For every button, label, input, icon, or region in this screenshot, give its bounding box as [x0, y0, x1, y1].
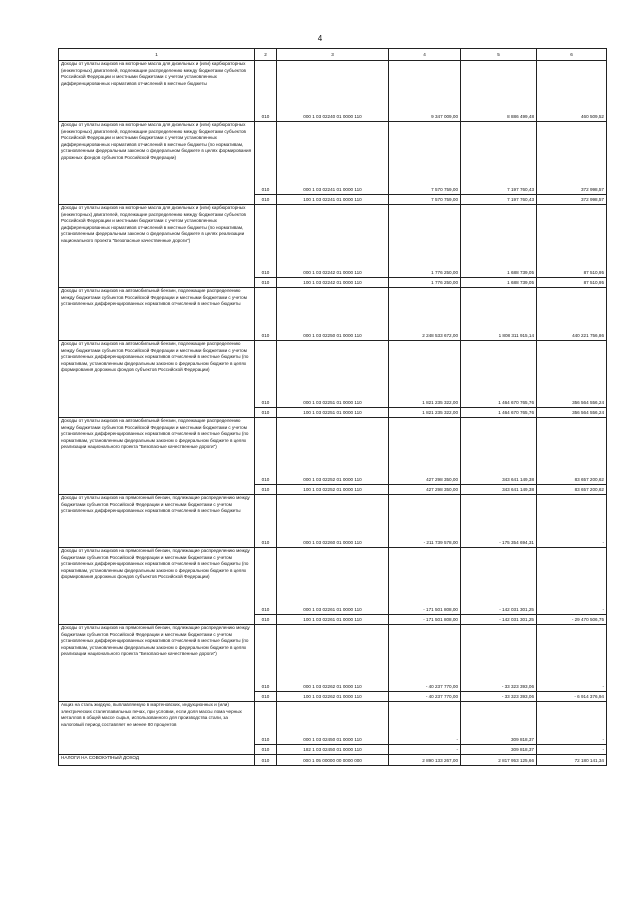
budget-classification-code: 182 1 03 02450 01 0000 110	[277, 745, 389, 755]
table-row	[59, 205, 607, 278]
approved-amount: 2 248 533 672,00	[389, 288, 461, 341]
unexecuted-amount: 83 657 200,62	[537, 418, 607, 485]
budget-classification-code: 000 1 03 02261 01 0000 110	[277, 548, 389, 615]
approved-amount: - 171 501 808,00	[389, 615, 461, 625]
column-header: 2	[255, 49, 277, 61]
approved-amount: -	[389, 745, 461, 755]
budget-classification-code: 000 1 05 00000 00 0000 000	[277, 755, 389, 766]
approved-amount: -	[389, 702, 461, 745]
column-header: 1	[59, 49, 255, 61]
approved-amount: 1 776 250,00	[389, 205, 461, 278]
row-description: Доходы от уплаты акцизов на прямогонный бензин, подлежащие распределению между бюджетами субъектов Российской Федерации и местными бюджетами с учетом установленных дифференцированных нормативов отчислений в местные бюджеты (по нормативам, установленным федеральным законом о федеральном бюджете в целях формирования дорожных фондов субъектов Российской Федерации)	[59, 548, 255, 625]
table-row	[59, 495, 607, 548]
line-code: 010	[255, 278, 277, 288]
line-code: 010	[255, 122, 277, 195]
approved-amount: - 40 237 770,00	[389, 692, 461, 702]
line-code: 010	[255, 418, 277, 485]
row-description: НАЛОГИ НА СОВОКУПНЫЙ ДОХОД	[59, 755, 255, 766]
budget-classification-code: 000 1 03 02252 01 0000 110	[277, 418, 389, 485]
unexecuted-amount: -	[537, 548, 607, 615]
budget-classification-code: 000 1 03 02260 01 0000 110	[277, 495, 389, 548]
row-description: Доходы от уплаты акцизов на прямогонный бензин, подлежащие распределению между бюджетами субъектов Российской Федерации и местными бюджетами с учетом установленных дифференцированных нормативов отчислений в местные бюджеты (по нормативам, установленным федеральным законом о федеральном бюджете в целях реализации национального проекта "Безопасные качественные дороги")	[59, 625, 255, 702]
unexecuted-amount: 87 510,95	[537, 278, 607, 288]
budget-classification-code: 000 1 03 02242 01 0000 110	[277, 205, 389, 278]
executed-amount: 343 641 149,38	[461, 485, 537, 495]
column-header: 4	[389, 49, 461, 61]
executed-amount: 1 464 670 765,76	[461, 341, 537, 408]
row-description: Доходы от уплаты акцизов на автомобильный бензин, подлежащие распределению между бюджетами субъектов Российской Федерации и местными бюджетами с учетом установленных дифференцированных нормативов отчислений в местные бюджеты (по нормативам, установленным федеральным законом о федеральном бюджете в целях формирования дорожных фондов субъектов Российской Федерации)	[59, 341, 255, 418]
line-code: 010	[255, 195, 277, 205]
executed-amount: - 33 323 393,06	[461, 692, 537, 702]
budget-classification-code: 000 1 03 02450 01 0000 110	[277, 702, 389, 745]
budget-classification-code: 100 1 03 02261 01 0000 110	[277, 615, 389, 625]
unexecuted-amount: -	[537, 745, 607, 755]
executed-amount: - 33 323 393,06	[461, 625, 537, 692]
line-code: 010	[255, 485, 277, 495]
page-number: 4	[317, 34, 323, 43]
unexecuted-amount: 72 180 141,34	[537, 755, 607, 766]
executed-amount: 309 818,37	[461, 745, 537, 755]
executed-amount: 343 641 149,38	[461, 418, 537, 485]
budget-classification-code: 000 1 03 02262 01 0000 110	[277, 625, 389, 692]
row-description: Доходы от уплаты акцизов на автомобильный бензин, подлежащие распределению между бюджетами субъектов Российской Федерации и местными бюджетами с учетом установленных дифференцированных нормативов отчислений в местные бюджеты (по нормативам, установленным федеральным законом о федеральном бюджете в целях реализации национального проекта "Безопасные качественные дороги")	[59, 418, 255, 495]
table-row	[59, 122, 607, 195]
budget-classification-code: 100 1 03 02252 01 0000 110	[277, 485, 389, 495]
unexecuted-amount: - 6 914 376,94	[537, 692, 607, 702]
table-row	[59, 341, 607, 408]
executed-amount: 7 197 760,43	[461, 195, 537, 205]
budget-classification-code: 000 1 03 02250 01 0000 110	[277, 288, 389, 341]
table-row	[59, 61, 607, 122]
budget-classification-code: 000 1 03 02240 01 0000 110	[277, 61, 389, 122]
row-description: Доходы от уплаты акцизов на моторные масла для дизельных и (или) карбюраторных (инжекторных) двигателей, подлежащие распределению между бюджетами субъектов Российской Федерации и местными бюджетами с учетом установленных дифференцированных нормативов отчислений в местные бюджеты	[59, 61, 255, 122]
executed-amount: 1 688 739,05	[461, 205, 537, 278]
approved-amount: 1 776 250,00	[389, 278, 461, 288]
unexecuted-amount: - 29 470 506,75	[537, 615, 607, 625]
line-code: 010	[255, 205, 277, 278]
line-code: 010	[255, 288, 277, 341]
line-code: 010	[255, 615, 277, 625]
executed-amount: 8 886 499,48	[461, 61, 537, 122]
approved-amount: 9 347 009,00	[389, 61, 461, 122]
table-row	[59, 288, 607, 341]
executed-amount: 1 808 311 915,14	[461, 288, 537, 341]
row-description: Доходы от уплаты акцизов на моторные масла для дизельных и (или) карбюраторных (инжекторных) двигателей, подлежащие распределению между бюджетами субъектов Российской Федерации и местными бюджетами с учетом установленных дифференцированных нормативов отчислений в местные бюджеты (по нормативам, установленным федеральным законом о федеральном бюджете в целях реализации национального проекта "Безопасные качественные дороги")	[59, 205, 255, 288]
unexecuted-amount: -	[537, 702, 607, 745]
line-code: 010	[255, 341, 277, 408]
approved-amount: - 40 237 770,00	[389, 625, 461, 692]
approved-amount: 7 570 759,00	[389, 195, 461, 205]
row-description: Доходы от уплаты акцизов на моторные масла для дизельных и (или) карбюраторных (инжекторных) двигателей, подлежащие распределению между бюджетами субъектов Российской Федерации и местными бюджетами с учетом установленных дифференцированных нормативов отчислений в местные бюджеты (по нормативам, установленным федеральным законом о федеральном бюджете в целях формирования дорожных фондов субъектов Российской Федерации)	[59, 122, 255, 205]
unexecuted-amount: 460 509,52	[537, 61, 607, 122]
executed-amount: - 142 031 301,25	[461, 548, 537, 615]
budget-classification-code: 000 1 03 02241 01 0000 110	[277, 122, 389, 195]
line-code: 010	[255, 702, 277, 745]
row-description: Доходы от уплаты акцизов на прямогонный бензин, подлежащие распределению между бюджетами субъектов Российской Федерации и местными бюджетами с учетом установленных дифференцированных нормативов отчислений в местные бюджеты	[59, 495, 255, 548]
executed-amount: 1 464 670 765,76	[461, 408, 537, 418]
header-row	[59, 49, 607, 61]
approved-amount: 7 570 759,00	[389, 122, 461, 195]
approved-amount: 427 298 350,00	[389, 418, 461, 485]
table-row	[59, 702, 607, 745]
table-row	[59, 548, 607, 615]
unexecuted-amount: 372 998,57	[537, 122, 607, 195]
approved-amount: 1 821 235 322,00	[389, 341, 461, 408]
column-header: 5	[461, 49, 537, 61]
budget-classification-code: 100 1 03 02241 01 0000 110	[277, 195, 389, 205]
table-row	[59, 755, 607, 766]
approved-amount: 1 821 235 322,00	[389, 408, 461, 418]
budget-classification-code: 100 1 03 02242 01 0000 110	[277, 278, 389, 288]
column-header: 6	[537, 49, 607, 61]
unexecuted-amount: 356 564 556,24	[537, 341, 607, 408]
unexecuted-amount: -	[537, 625, 607, 692]
budget-classification-code: 100 1 03 02262 01 0000 110	[277, 692, 389, 702]
executed-amount: - 175 354 694,31	[461, 495, 537, 548]
budget-classification-code: 000 1 03 02251 01 0000 110	[277, 341, 389, 408]
unexecuted-amount: 83 657 200,62	[537, 485, 607, 495]
line-code: 010	[255, 755, 277, 766]
unexecuted-amount: 87 510,95	[537, 205, 607, 278]
line-code: 010	[255, 61, 277, 122]
line-code: 010	[255, 495, 277, 548]
executed-amount: 1 688 739,05	[461, 278, 537, 288]
table-body	[59, 61, 607, 766]
line-code: 010	[255, 548, 277, 615]
approved-amount: 2 890 133 267,00	[389, 755, 461, 766]
executed-amount: 2 817 953 125,66	[461, 755, 537, 766]
line-code: 010	[255, 408, 277, 418]
table-row	[59, 418, 607, 485]
executed-amount: 309 818,37	[461, 702, 537, 745]
line-code: 010	[255, 745, 277, 755]
executed-amount: - 142 031 301,25	[461, 615, 537, 625]
line-code: 010	[255, 692, 277, 702]
row-description: Акциз на сталь жидкую, выплавляемую в мартеновских, индукционных и (или) электрических сталеплавильных печах, при условии, если доля массы лома черных металлов в общей массе сырья, использованного для производства стали, за налоговый период составляет не менее 80 процентов	[59, 702, 255, 755]
unexecuted-amount: -	[537, 495, 607, 548]
unexecuted-amount: 356 564 556,24	[537, 408, 607, 418]
table-row	[59, 625, 607, 692]
budget-classification-code: 100 1 03 02251 01 0000 110	[277, 408, 389, 418]
column-header: 3	[277, 49, 389, 61]
line-code: 010	[255, 625, 277, 692]
approved-amount: - 171 501 808,00	[389, 548, 461, 615]
unexecuted-amount: 440 221 756,86	[537, 288, 607, 341]
unexecuted-amount: 372 998,57	[537, 195, 607, 205]
row-description: Доходы от уплаты акцизов на автомобильный бензин, подлежащие распределению между бюджетами субъектов Российской Федерации и местными бюджетами с учетом установленных дифференцированных нормативов отчислений в местные бюджеты	[59, 288, 255, 341]
income-table	[58, 48, 607, 766]
approved-amount: 427 298 350,00	[389, 485, 461, 495]
approved-amount: - 211 739 578,00	[389, 495, 461, 548]
executed-amount: 7 197 760,43	[461, 122, 537, 195]
